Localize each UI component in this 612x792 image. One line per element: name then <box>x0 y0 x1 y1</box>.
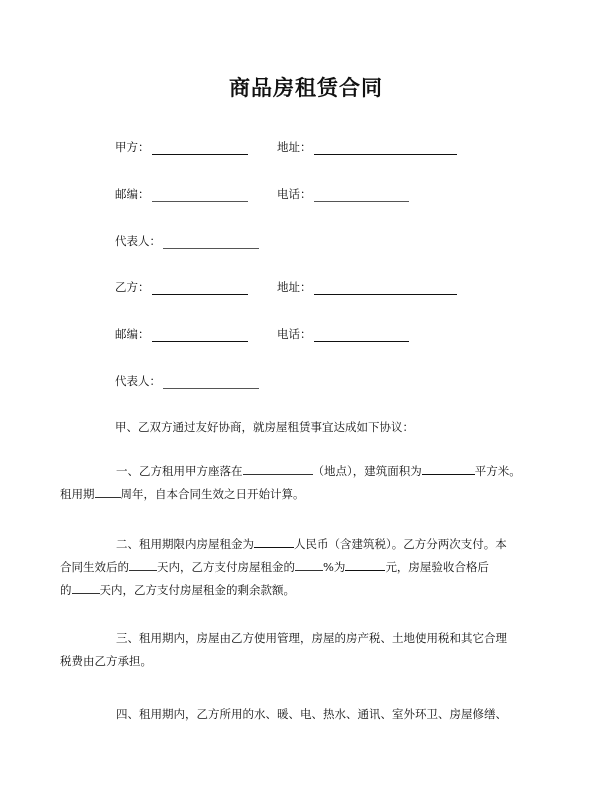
clause-2-text: 的 <box>60 583 72 597</box>
party-a-address-label: 地址： <box>277 140 312 154</box>
party-b-postcode-label: 邮编： <box>115 327 150 341</box>
area-blank[interactable] <box>422 463 475 475</box>
clause-1 <box>60 460 524 506</box>
party-a-phone-field <box>277 186 409 202</box>
clause-2-text: 元，房屋验收合格后 <box>385 560 489 574</box>
clause-1-text: 租用期 <box>60 487 95 501</box>
first-payment-amount-blank[interactable] <box>345 559 385 571</box>
clause-2-text: 二、租用期限内房屋租金为 <box>116 537 254 551</box>
intro-text: 甲、乙双方通过友好协商，就房屋租赁事宜达成如下协议： <box>115 420 414 434</box>
party-b-address-label: 地址： <box>277 280 312 294</box>
party-a-rep-field <box>115 233 259 249</box>
party-a-postcode-field <box>115 186 248 202</box>
party-b-name-field <box>115 279 248 295</box>
party-b-phone-label: 电话： <box>277 327 312 341</box>
party-a-address-field <box>277 139 457 155</box>
clause-3-text: 三、租用期内，房屋由乙方使用管理，房屋的房产税、土地使用税和其它合理 <box>116 631 507 645</box>
clause-2-text: 天内，乙方支付房屋租金的剩余款额。 <box>99 583 295 597</box>
party-b-phone-field <box>277 326 409 342</box>
clause-2-text: 天内，乙方支付房屋租金的 <box>157 560 295 574</box>
party-a-rep-blank[interactable] <box>163 236 259 249</box>
party-b-name-label: 乙方： <box>115 280 150 294</box>
clause-3 <box>60 627 524 673</box>
rent-amount-blank[interactable] <box>254 536 294 548</box>
party-b-address-blank[interactable] <box>314 282 457 295</box>
party-b-rep-field <box>115 373 259 389</box>
party-b-rep-blank[interactable] <box>163 376 259 389</box>
party-a-rep-label: 代表人： <box>115 234 161 248</box>
clause-2-text: %为 <box>323 560 346 574</box>
party-a-postcode-blank[interactable] <box>152 189 248 202</box>
clause-4 <box>88 703 524 726</box>
clause-1-text: 一、乙方租用甲方座落在 <box>116 464 243 478</box>
party-b-phone-blank[interactable] <box>314 329 409 342</box>
party-a-postcode-label: 邮编： <box>115 187 150 201</box>
clause-2 <box>60 533 524 602</box>
clause-2-text: 合同生效后的 <box>60 560 129 574</box>
document-title: 商品房租赁合同 <box>229 76 383 100</box>
party-a-name-blank[interactable] <box>152 142 248 155</box>
party-a-address-blank[interactable] <box>314 142 457 155</box>
party-a-name-field <box>115 139 248 155</box>
clause-2-text: 人民币（含建筑税）。乙方分两次支付。本 <box>294 537 507 551</box>
clause-1-text: 周年，自本合同生效之日开始计算。 <box>120 487 305 501</box>
party-b-rep-label: 代表人： <box>115 374 161 388</box>
party-b-postcode-blank[interactable] <box>152 329 248 342</box>
party-a-name-label: 甲方： <box>115 140 150 154</box>
party-b-postcode-field <box>115 326 248 342</box>
party-b-address-field <box>277 279 457 295</box>
clause-3-text: 税费由乙方承担。 <box>60 654 152 668</box>
first-payment-days-blank[interactable] <box>129 559 157 571</box>
clause-1-text: 平方米。 <box>474 464 521 478</box>
percent-blank[interactable] <box>295 559 323 571</box>
party-a-phone-label: 电话： <box>277 187 312 201</box>
party-b-name-blank[interactable] <box>152 282 248 295</box>
clause-1-text: （地点），建筑面积为 <box>312 464 422 478</box>
location-blank[interactable] <box>243 463 313 475</box>
party-a-phone-blank[interactable] <box>314 189 409 202</box>
remaining-payment-days-blank[interactable] <box>72 582 100 594</box>
term-years-blank[interactable] <box>95 486 121 498</box>
clause-4-text: 四、租用期内，乙方所用的水、暖、电、热水、通讯、室外环卫、房屋修缮、 <box>116 707 507 721</box>
